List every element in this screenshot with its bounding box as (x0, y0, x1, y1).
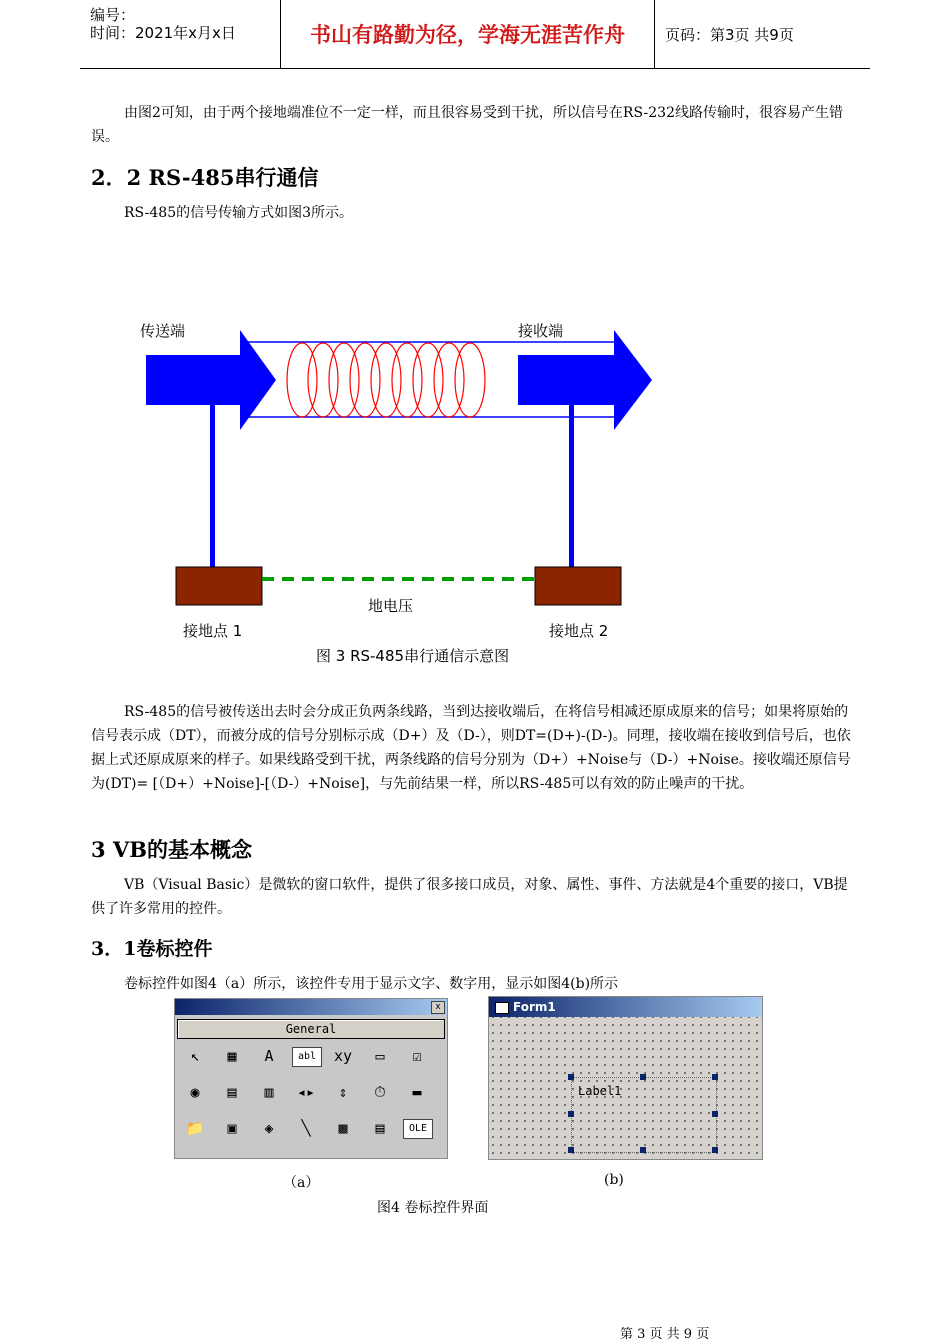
form-titlebar (489, 997, 762, 1017)
paragraph-1: 由图2可知，由于两个接地端准位不一定一样，而且很容易受到干扰，所以信号在RS-232线路传输时，很容易产生错误。 (91, 105, 844, 145)
resize-handle[interactable] (568, 1111, 574, 1117)
ground-point-1-label: 接地点 1 (183, 622, 243, 640)
toolbox-tool-icon[interactable]: A (264, 1047, 274, 1065)
ground-block-1 (176, 567, 262, 605)
header-left-cell (80, 0, 281, 68)
resize-handle[interactable] (568, 1147, 574, 1153)
page-label: 页码：第3页 共9页 (665, 26, 794, 44)
resize-handle[interactable] (568, 1074, 574, 1080)
page-footer: 第 3 页 共 9 页 (620, 1327, 710, 1342)
receiver-label: 接收端 (518, 322, 564, 340)
close-icon[interactable]: x (431, 1001, 445, 1014)
section-heading-rs485: 2．2 RS-485串行通信 (91, 165, 319, 190)
time-label: 时间：2021年x月x日 (90, 24, 236, 42)
motto: 书山有路勤为径，学海无涯苦作舟 (281, 0, 655, 68)
figure-3-caption: 图 3 RS-485串行通信示意图 (316, 647, 510, 665)
label-control[interactable] (571, 1077, 717, 1153)
sender-label: 传送端 (140, 322, 186, 340)
toolbox-tool-icon[interactable]: ▥ (264, 1083, 274, 1101)
section-heading-label-control: 3．1卷标控件 (91, 938, 213, 960)
form-window-icon (495, 1002, 509, 1014)
ground-voltage-label: 地电压 (368, 597, 414, 615)
resize-handle[interactable] (640, 1074, 646, 1080)
resize-handle[interactable] (712, 1111, 718, 1117)
paragraph-3: RS-485的信号被传送出去时会分成正负两条线路，当到达接收端后，在将信号相减还原成原来的信号；如果将原始的信号表示成（DT），而被分成的信号分别标示成（D+）及（D-），则DT=(D+)-(D-)。同理，接收端在接收到信号后，也依据上式还原成原来的样子。如果线路受到干扰，两条线路的信号分别为（D+）+Noise与（D-）+Noise。接收端还原信号为(DT)= [（D+）+Noise]-[（D-）+Noise]，与先前结果一样，所以RS-485可以有效的防止噪声的干扰。 (91, 704, 851, 792)
toolbox-tool-icon[interactable]: abl (292, 1047, 322, 1067)
toolbox-general-tab[interactable]: General (177, 1019, 445, 1039)
toolbox-titlebar (175, 999, 447, 1015)
toolbox-tool-icon[interactable]: 📁 (185, 1119, 205, 1137)
ground-block-2 (535, 567, 621, 605)
caption-b: (b) (604, 1172, 624, 1188)
toolbox-tool-icon[interactable]: ▦ (227, 1047, 237, 1065)
toolbox-tool-icon[interactable]: OLE (403, 1119, 433, 1139)
ground-wire-1 (210, 405, 215, 568)
toolbox-tool-icon[interactable]: ▭ (375, 1047, 385, 1065)
label-control-text: Label1 (578, 1084, 622, 1098)
toolbox-tool-icon[interactable]: ◉ (190, 1083, 200, 1101)
toolbox-tool-icon[interactable]: ☑ (412, 1047, 422, 1065)
toolbox-tool-icon[interactable]: ▩ (338, 1119, 348, 1137)
form-title: Form1 (513, 1000, 556, 1014)
toolbox-tool-icon[interactable]: ▤ (227, 1083, 237, 1101)
ground-point-2-label: 接地点 2 (549, 622, 609, 640)
paragraph-5: 卷标控件如图4（a）所示，该控件专用于显示文字、数字用，显示如图4(b)所示 (124, 976, 619, 992)
resize-handle[interactable] (640, 1147, 646, 1153)
toolbox-tool-icon[interactable]: ↖ (190, 1047, 200, 1065)
figure-4-caption: 图4 卷标控件界面 (377, 1200, 489, 1216)
figure-3-diagram (0, 300, 950, 680)
section-heading-vb: 3 VB的基本概念 (91, 837, 252, 862)
vb-toolbox (174, 998, 448, 1159)
number-label: 编号： (90, 6, 136, 24)
toolbox-tool-icon[interactable]: ╲ (301, 1119, 311, 1137)
twisted-pair-coil (287, 343, 485, 417)
toolbox-tool-icon[interactable]: ⇕ (338, 1083, 348, 1101)
resize-handle[interactable] (712, 1074, 718, 1080)
toolbox-tool-icon[interactable]: ▬ (412, 1083, 422, 1101)
caption-a: （a） (283, 1175, 320, 1191)
toolbox-tool-icon[interactable]: ◂▸ (296, 1083, 316, 1101)
resize-handle[interactable] (712, 1147, 718, 1153)
toolbox-tool-icon[interactable]: xy (333, 1047, 353, 1065)
ground-wire-2 (569, 405, 574, 568)
toolbox-tool-icon[interactable]: ⏱ (374, 1083, 386, 1101)
toolbox-tool-icon[interactable]: ▣ (227, 1119, 237, 1137)
receiver-arrow (518, 330, 652, 430)
vb-form (488, 996, 763, 1160)
toolbox-tool-icon[interactable]: ▤ (375, 1119, 385, 1137)
page-header (80, 0, 870, 69)
paragraph-4: VB（Visual Basic）是微软的窗口软件，提供了很多接口成员，对象、属性、事件、方法就是4个重要的接口，VB提供了许多常用的控件。 (91, 877, 848, 917)
paragraph-2: RS-485的信号传输方式如图3所示。 (124, 205, 354, 221)
toolbox-tool-icon[interactable]: ◈ (264, 1119, 274, 1137)
